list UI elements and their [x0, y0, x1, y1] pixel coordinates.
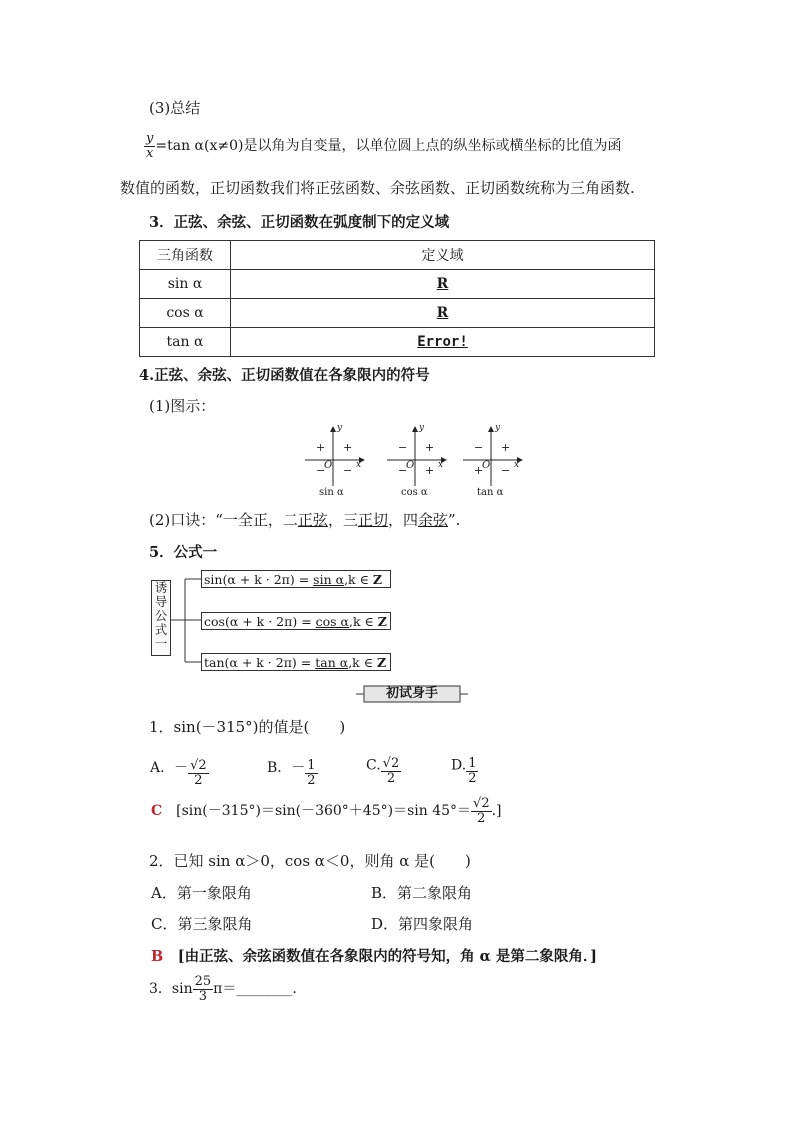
table-row — [140, 328, 655, 357]
practice-tag: 初试身手 — [385, 686, 438, 701]
q2-option-d: D．第四象限角 — [371, 915, 474, 933]
table-row — [140, 270, 655, 299]
summary-line-1: $\frac{y}{x}$ =tan α(x≠0)是以角为自变量，以单位圆上点的纵坐标或横坐标的比值为函 — [146, 131, 622, 161]
y-over-x-fraction: $\frac{y}{x}$ — [146, 131, 154, 161]
sign-q4: − — [343, 464, 353, 477]
formula-cos: cos(α + k · 2π) = cos α,k ∈ Z — [201, 612, 391, 630]
sign-q1: + — [501, 441, 511, 454]
diagram-caption: sin α — [319, 487, 344, 498]
domain-heading: 3．正弦、余弦、正切函数在弧度制下的定义域 — [149, 214, 450, 231]
quadrant-diagram-sin — [303, 424, 373, 499]
sign-q3: + — [474, 464, 484, 477]
label-char: 诱 — [154, 580, 168, 595]
table-cell-domain: Error! — [231, 328, 655, 357]
diagram-caption: cos α — [401, 487, 428, 498]
label-char: 导 — [154, 594, 168, 609]
table-cell-fn: sin α — [140, 270, 231, 299]
label-char: 公 — [154, 608, 168, 623]
sign-q1: + — [425, 441, 435, 454]
sign-q2: − — [398, 441, 408, 454]
sign-q3: − — [398, 464, 408, 477]
q1-option-d: D. $\frac{1}{2}$ — [451, 756, 477, 786]
table-cell-domain: R — [231, 299, 655, 328]
domain-table — [139, 240, 655, 357]
q1-stem: 1．sin(－315°)的值是( ) — [149, 718, 346, 736]
quadrant-diagram-cos — [385, 424, 455, 499]
quadrant-diagram-tan — [461, 424, 531, 499]
sign-q2: − — [474, 441, 484, 454]
q2-stem: 2．已知 sin α＞0，cos α＜0，则角 α 是( ) — [149, 852, 471, 870]
summary-line-2: 数值的函数，正切函数我们将正弦函数、余弦函数、正切函数统称为三角函数. — [120, 179, 635, 197]
x-axis-label: x — [514, 460, 520, 470]
summary-heading: (3)总结 — [149, 99, 201, 117]
sign-q4: − — [501, 464, 511, 477]
q2-option-c: C．第三象限角 — [151, 915, 253, 933]
sign-q1: + — [343, 441, 353, 454]
q1-option-b: B．－ $\frac{1}{2}$ — [267, 758, 316, 788]
table-header-row — [140, 241, 655, 270]
mnemonic-line: (2)口诀：“一全正，二正弦，三正切，四余弦”. — [149, 511, 461, 529]
table-cell-fn: cos α — [140, 299, 231, 328]
q1-option-c: C. $\frac{√2}{2}$ — [366, 756, 400, 786]
q3-stem: 3．sin $\frac{25}{3}$ π＝________. — [149, 974, 297, 1004]
sign-q3: − — [316, 464, 326, 477]
q2-answer-letter: B — [151, 948, 164, 965]
y-axis-label: y — [419, 423, 425, 433]
diagram-label: (1)图示： — [149, 397, 216, 415]
sign-q2: + — [316, 441, 326, 454]
table-cell-domain: R — [231, 270, 655, 299]
diagram-caption: tan α — [477, 487, 504, 498]
table-cell-fn: tan α — [140, 328, 231, 357]
label-char: 式 — [154, 622, 168, 637]
y-axis-label: y — [337, 423, 343, 433]
q1-answer: C [sin(－315°)＝sin(－360°＋45°)＝sin 45°＝ $\frac{√2}{2}$ .] — [151, 796, 502, 826]
q1-answer-letter: C — [151, 803, 163, 820]
table-row — [140, 299, 655, 328]
label-char: 一 — [154, 636, 168, 651]
q2-option-a: A．第一象限角 — [151, 884, 252, 902]
y-axis-label: y — [495, 423, 501, 433]
table-header-cell: 定义域 — [231, 241, 655, 270]
table-header-cell: 三角函数 — [140, 241, 231, 270]
signs-heading: 4.正弦、余弦、正切函数值在各象限内的符号 — [139, 367, 430, 384]
formula-tan: tan(α + k · 2π) = tan α,k ∈ Z — [201, 653, 391, 671]
sign-q4: + — [425, 464, 435, 477]
origin-label: O — [406, 460, 415, 471]
q2-answer: B [由正弦、余弦函数值在各象限内的符号知，角 α 是第二象限角．] — [151, 948, 597, 965]
origin-label: O — [324, 460, 333, 471]
q1-option-a: A．－ $\frac{√2}{2}$ — [150, 758, 207, 788]
x-axis-label: x — [356, 460, 362, 470]
answer-blank[interactable]: ________. — [236, 981, 297, 998]
formula-label-box — [151, 580, 171, 656]
origin-label: O — [482, 460, 491, 471]
formula-heading: 5．公式一 — [149, 544, 218, 561]
bracket-lines — [171, 578, 203, 668]
formula-sin: sin(α + k · 2π) = sin α,k ∈ Z — [201, 570, 391, 588]
q2-option-b: B．第二象限角 — [371, 884, 473, 902]
x-axis-label: x — [438, 460, 444, 470]
